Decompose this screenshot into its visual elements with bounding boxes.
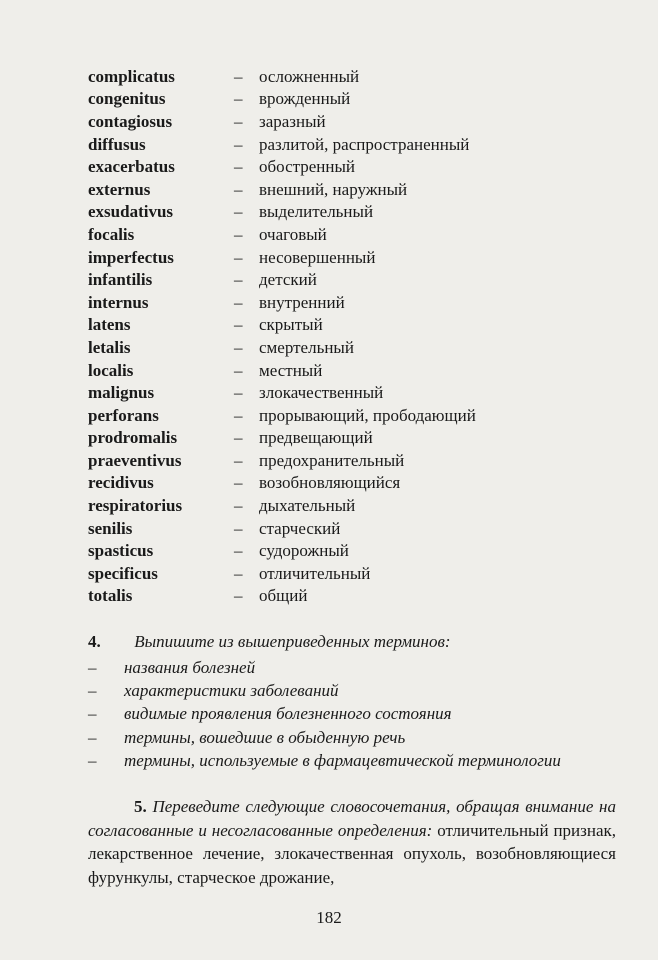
dash: – bbox=[234, 179, 243, 199]
translation: внутренний bbox=[259, 292, 345, 312]
dash: – bbox=[234, 473, 243, 493]
latin-term: focalis bbox=[88, 224, 135, 244]
dash: – bbox=[234, 202, 243, 222]
latin-term: spasticus bbox=[88, 541, 154, 561]
glossary-row bbox=[88, 336, 608, 359]
glossary-row bbox=[88, 110, 608, 133]
latin-term: imperfectus bbox=[88, 247, 174, 267]
glossary-row bbox=[88, 65, 608, 88]
glossary-row bbox=[88, 88, 608, 111]
translation: осложненный bbox=[259, 66, 360, 86]
glossary-row bbox=[88, 268, 608, 291]
glossary-row bbox=[88, 223, 608, 246]
dash: – bbox=[234, 405, 243, 425]
glossary-row bbox=[88, 133, 608, 156]
task-4-heading bbox=[88, 632, 623, 652]
latin-term: complicatus bbox=[88, 66, 175, 86]
latin-term: internus bbox=[88, 292, 149, 312]
task-5-instruction: Переведите следующие словосочетания, обращая внимание на согласованные и несогласованные определения: bbox=[88, 797, 616, 840]
list-item-text: видимые проявления болезненного состояния bbox=[124, 704, 452, 724]
task-5-body: отличительный признак, лекарственное лечение, злокачественная опухоль, возобновляющиеся фурункулы, старческое дрожание, bbox=[88, 820, 617, 887]
latin-term: diffusus bbox=[88, 134, 146, 154]
dash: – bbox=[234, 315, 243, 335]
task-5 bbox=[88, 795, 616, 889]
glossary-row bbox=[88, 585, 608, 608]
dash: – bbox=[88, 680, 97, 700]
translation: злокачественный bbox=[259, 383, 384, 403]
translation: внешний, наружный bbox=[259, 179, 408, 199]
translation: скрытый bbox=[259, 315, 323, 335]
translation: дыхательный bbox=[259, 496, 356, 516]
latin-term: congenitus bbox=[88, 89, 166, 109]
translation: местный bbox=[259, 360, 323, 380]
glossary-row bbox=[88, 155, 608, 178]
dash: – bbox=[88, 750, 97, 770]
translation: очаговый bbox=[259, 224, 327, 244]
latin-term: praeventivus bbox=[88, 450, 182, 470]
latin-term: prodromalis bbox=[88, 428, 178, 448]
dash: – bbox=[234, 111, 243, 131]
dash: – bbox=[234, 428, 243, 448]
latin-term: letalis bbox=[88, 337, 131, 357]
dash: – bbox=[234, 157, 243, 177]
translation: обостренный bbox=[259, 157, 356, 177]
list-item bbox=[88, 656, 628, 679]
latin-term: infantilis bbox=[88, 270, 153, 290]
glossary-row bbox=[88, 201, 608, 224]
dash: – bbox=[234, 496, 243, 516]
glossary-row bbox=[88, 381, 608, 404]
glossary-row bbox=[88, 562, 608, 585]
glossary-row bbox=[88, 291, 608, 314]
translation: разлитой, распространенный bbox=[259, 134, 470, 154]
latin-term: senilis bbox=[88, 518, 133, 538]
dash: – bbox=[88, 657, 97, 677]
translation: врожденный bbox=[259, 89, 351, 109]
list-item-text: характеристики заболеваний bbox=[124, 680, 339, 700]
page-number: 182 bbox=[316, 908, 342, 927]
glossary-row bbox=[88, 359, 608, 382]
translation: прорывающий, прободающий bbox=[259, 405, 476, 425]
dash: – bbox=[234, 586, 243, 606]
translation: смертельный bbox=[259, 337, 354, 357]
dash: – bbox=[234, 360, 243, 380]
glossary-row bbox=[88, 404, 608, 427]
task-4-instruction: Выпишите из вышеприведенных терминов: bbox=[134, 632, 451, 651]
dash: – bbox=[234, 337, 243, 357]
list-item-text: термины, вошедшие в обыденную речь bbox=[124, 727, 406, 747]
list-item bbox=[88, 703, 628, 726]
dash: – bbox=[234, 383, 243, 403]
latin-term: specificus bbox=[88, 563, 158, 583]
dash: – bbox=[88, 727, 97, 747]
dash: – bbox=[234, 292, 243, 312]
glossary-row bbox=[88, 449, 608, 472]
latin-term: malignus bbox=[88, 383, 155, 403]
glossary-row bbox=[88, 494, 608, 517]
list-item-text: названия болезней bbox=[124, 657, 256, 677]
glossary-row bbox=[88, 178, 608, 201]
dash: – bbox=[234, 134, 243, 154]
dash: – bbox=[234, 518, 243, 538]
translation: судорожный bbox=[259, 541, 349, 561]
dash: – bbox=[234, 89, 243, 109]
glossary-row bbox=[88, 246, 608, 269]
latin-term: perforans bbox=[88, 405, 159, 425]
list-item-text: термины, используемые в фармацевтической терминологии bbox=[124, 750, 561, 770]
translation: заразный bbox=[259, 111, 326, 131]
glossary-row bbox=[88, 517, 608, 540]
latin-term: localis bbox=[88, 360, 134, 380]
dash: – bbox=[234, 563, 243, 583]
glossary-row bbox=[88, 314, 608, 337]
task-5-number: 5. bbox=[134, 797, 147, 816]
translation: предохранительный bbox=[259, 450, 405, 470]
translation: несовершенный bbox=[259, 247, 376, 267]
glossary-list bbox=[88, 65, 608, 607]
latin-term: externus bbox=[88, 179, 151, 199]
latin-term: totalis bbox=[88, 586, 133, 606]
translation: старческий bbox=[259, 518, 341, 538]
list-item bbox=[88, 726, 628, 749]
latin-term: exacerbatus bbox=[88, 157, 175, 177]
latin-term: latens bbox=[88, 315, 131, 335]
translation: общий bbox=[259, 586, 308, 606]
task-4-number: 4. bbox=[88, 632, 101, 651]
dash: – bbox=[234, 541, 243, 561]
glossary-row bbox=[88, 539, 608, 562]
latin-term: recidivus bbox=[88, 473, 154, 493]
translation: возобновляющийся bbox=[259, 473, 401, 493]
list-item bbox=[88, 749, 628, 772]
glossary-row bbox=[88, 472, 608, 495]
translation: детский bbox=[259, 270, 317, 290]
dash: – bbox=[234, 270, 243, 290]
dash: – bbox=[88, 704, 97, 724]
dash: – bbox=[234, 247, 243, 267]
latin-term: exsudativus bbox=[88, 202, 174, 222]
task-4-list bbox=[88, 656, 628, 772]
glossary-row bbox=[88, 427, 608, 450]
dash: – bbox=[234, 66, 243, 86]
translation: предвещающий bbox=[259, 428, 373, 448]
translation: отличительный bbox=[259, 563, 371, 583]
translation: выделительный bbox=[259, 202, 374, 222]
list-item bbox=[88, 679, 628, 702]
latin-term: contagiosus bbox=[88, 111, 173, 131]
dash: – bbox=[234, 224, 243, 244]
latin-term: respiratorius bbox=[88, 496, 183, 516]
dash: – bbox=[234, 450, 243, 470]
